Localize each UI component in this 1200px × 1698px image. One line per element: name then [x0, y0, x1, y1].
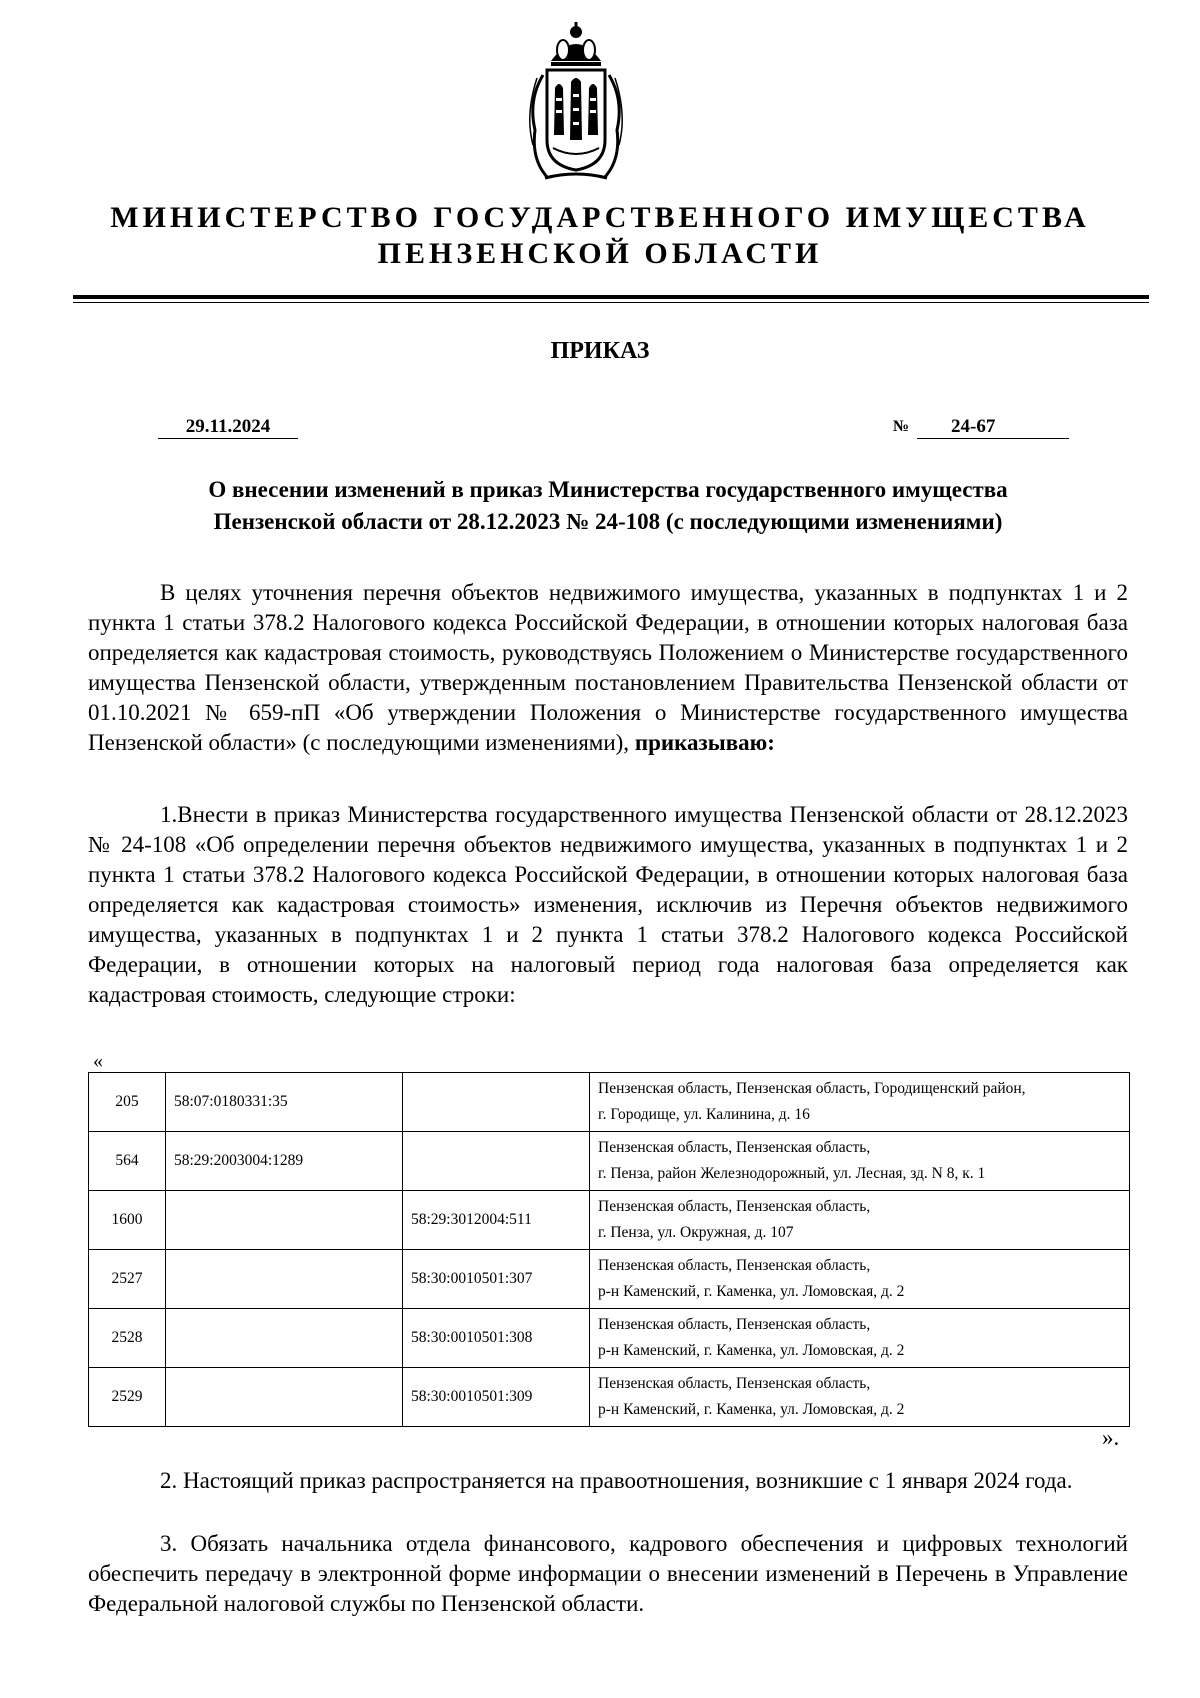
preamble-text: В целях уточнения перечня объектов недвижимого имущества, указанных в подпунктах 1 и 2 пункта 1 статьи 378.2 Налогового кодекса Российской Федерации, в отношении которых налоговая база определяется как кадастровая стоимость, руководствуясь Положением о Министерстве государственного имущества Пензенской области, утвержденным постановлением Правительства Пензенской области от 01.10.2021 № 659-пП «Об утверждении Положения о Министерстве государственного имущества Пензенской области» (с последующими изменениями), [88, 580, 1128, 755]
row-number: 1600 [89, 1191, 166, 1250]
building-cadastral-number [166, 1191, 403, 1250]
address-cell [590, 1250, 1130, 1309]
table-row [89, 1132, 1130, 1191]
address-line: р-н Каменский, г. Каменка, ул. Ломовская, д. 2 [598, 1401, 905, 1418]
address-cell [590, 1191, 1130, 1250]
quote-close: ». [1102, 1425, 1120, 1450]
order-word: приказываю: [634, 730, 775, 755]
row-number: 2529 [89, 1368, 166, 1427]
address-line: Пензенская область, Пензенская область, [598, 1198, 871, 1215]
address-line: Пензенская область, Пензенская область, Городищенский район, [598, 1080, 1026, 1097]
address-line: Пензенская область, Пензенская область, [598, 1316, 871, 1333]
room-cadastral-number: 58:30:0010501:307 [403, 1250, 590, 1309]
paragraph-item-1: 1.Внести в приказ Министерства государственного имущества Пензенской области от 28.12.2023 № 24-108 «Об определении перечня объектов недвижимого имущества, указанных в подпунктах 1 и 2 пункта 1 статьи 378.2 Налогового кодекса Российской Федерации, в отношении которых налоговая база определяется как кадастровая стоимость» изменения, исключив из Перечня объектов недвижимого имущества, указанных в подпунктах 1 и 2 пункта 1 статьи 378.2 Налогового кодекса Российской Федерации, в отношении которых на налоговый период года налоговая база определяется как кадастровая стоимость, следующие строки: [88, 802, 1128, 1007]
row-number: 2528 [89, 1309, 166, 1368]
address-cell [590, 1309, 1130, 1368]
ministry-name-line2: ПЕНЗЕНСКОЙ ОБЛАСТИ [377, 237, 823, 270]
table-row [89, 1073, 1130, 1132]
address-line: Пензенская область, Пензенская область, [598, 1257, 871, 1274]
address-cell [590, 1132, 1130, 1191]
paragraph-preamble [88, 578, 1128, 758]
address-line: р-н Каменский, г. Каменка, ул. Ломовская, д. 2 [598, 1342, 905, 1359]
table-row [89, 1368, 1130, 1427]
address-cell [590, 1368, 1130, 1427]
document-date: 29.11.2024 [158, 416, 298, 439]
paragraph-item-2: 2. Настоящий приказ распространяется на правоотношения, возникшие с 1 января 2024 года. [160, 1468, 1073, 1493]
subject-line1: О внесении изменений в приказ Министерства государственного имущества [208, 477, 1008, 502]
subject-line2: Пензенской области от 28.12.2023 № 24-108 (с последующими изменениями) [213, 509, 1003, 534]
row-number: 564 [89, 1132, 166, 1191]
paragraph-item-3: 3. Обязать начальника отдела финансового, кадрового обеспечения и цифровых технологий обеспечить передачу в электронной форме информации о внесении изменений в Перечень в Управление Федеральной налоговой службы по Пензенской области. [88, 1531, 1128, 1616]
address-line: г. Пенза, район Железнодорожный, ул. Лесная, зд. N 8, к. 1 [598, 1165, 986, 1182]
quote-open: « [93, 1050, 103, 1072]
header-divider-thin [73, 302, 1149, 303]
building-cadastral-number: 58:07:0180331:35 [166, 1073, 403, 1132]
address-line: р-н Каменский, г. Каменка, ул. Ломовская, д. 2 [598, 1283, 905, 1300]
address-line: г. Пенза, ул. Окружная, д. 107 [598, 1224, 794, 1241]
room-cadastral-number: 58:30:0010501:309 [403, 1368, 590, 1427]
ministry-name-line1: МИНИСТЕРСТВО ГОСУДАРСТВЕННОГО ИМУЩЕСТВА [110, 201, 1090, 234]
address-line: Пензенская область, Пензенская область, [598, 1375, 871, 1392]
building-cadastral-number: 58:29:2003004:1289 [166, 1132, 403, 1191]
address-line: г. Городище, ул. Калинина, д. 16 [598, 1106, 810, 1123]
building-cadastral-number [166, 1309, 403, 1368]
excluded-objects-table [88, 1072, 1130, 1427]
address-cell [590, 1073, 1130, 1132]
document-number: 24-67 [917, 416, 1069, 439]
table-row [89, 1250, 1130, 1309]
room-cadastral-number: 58:29:3012004:511 [403, 1191, 590, 1250]
header-divider-thick [73, 295, 1149, 299]
room-cadastral-number [403, 1073, 590, 1132]
row-number: 205 [89, 1073, 166, 1132]
number-sign: № [893, 418, 910, 435]
table-row [89, 1309, 1130, 1368]
table-row [89, 1191, 1130, 1250]
document-type: ПРИКАЗ [550, 338, 650, 364]
coat-of-arms-emblem [523, 20, 629, 185]
address-line: Пензенская область, Пензенская область, [598, 1139, 871, 1156]
row-number: 2527 [89, 1250, 166, 1309]
room-cadastral-number: 58:30:0010501:308 [403, 1309, 590, 1368]
document-subject [88, 474, 1128, 538]
building-cadastral-number [166, 1250, 403, 1309]
building-cadastral-number [166, 1368, 403, 1427]
room-cadastral-number [403, 1132, 590, 1191]
